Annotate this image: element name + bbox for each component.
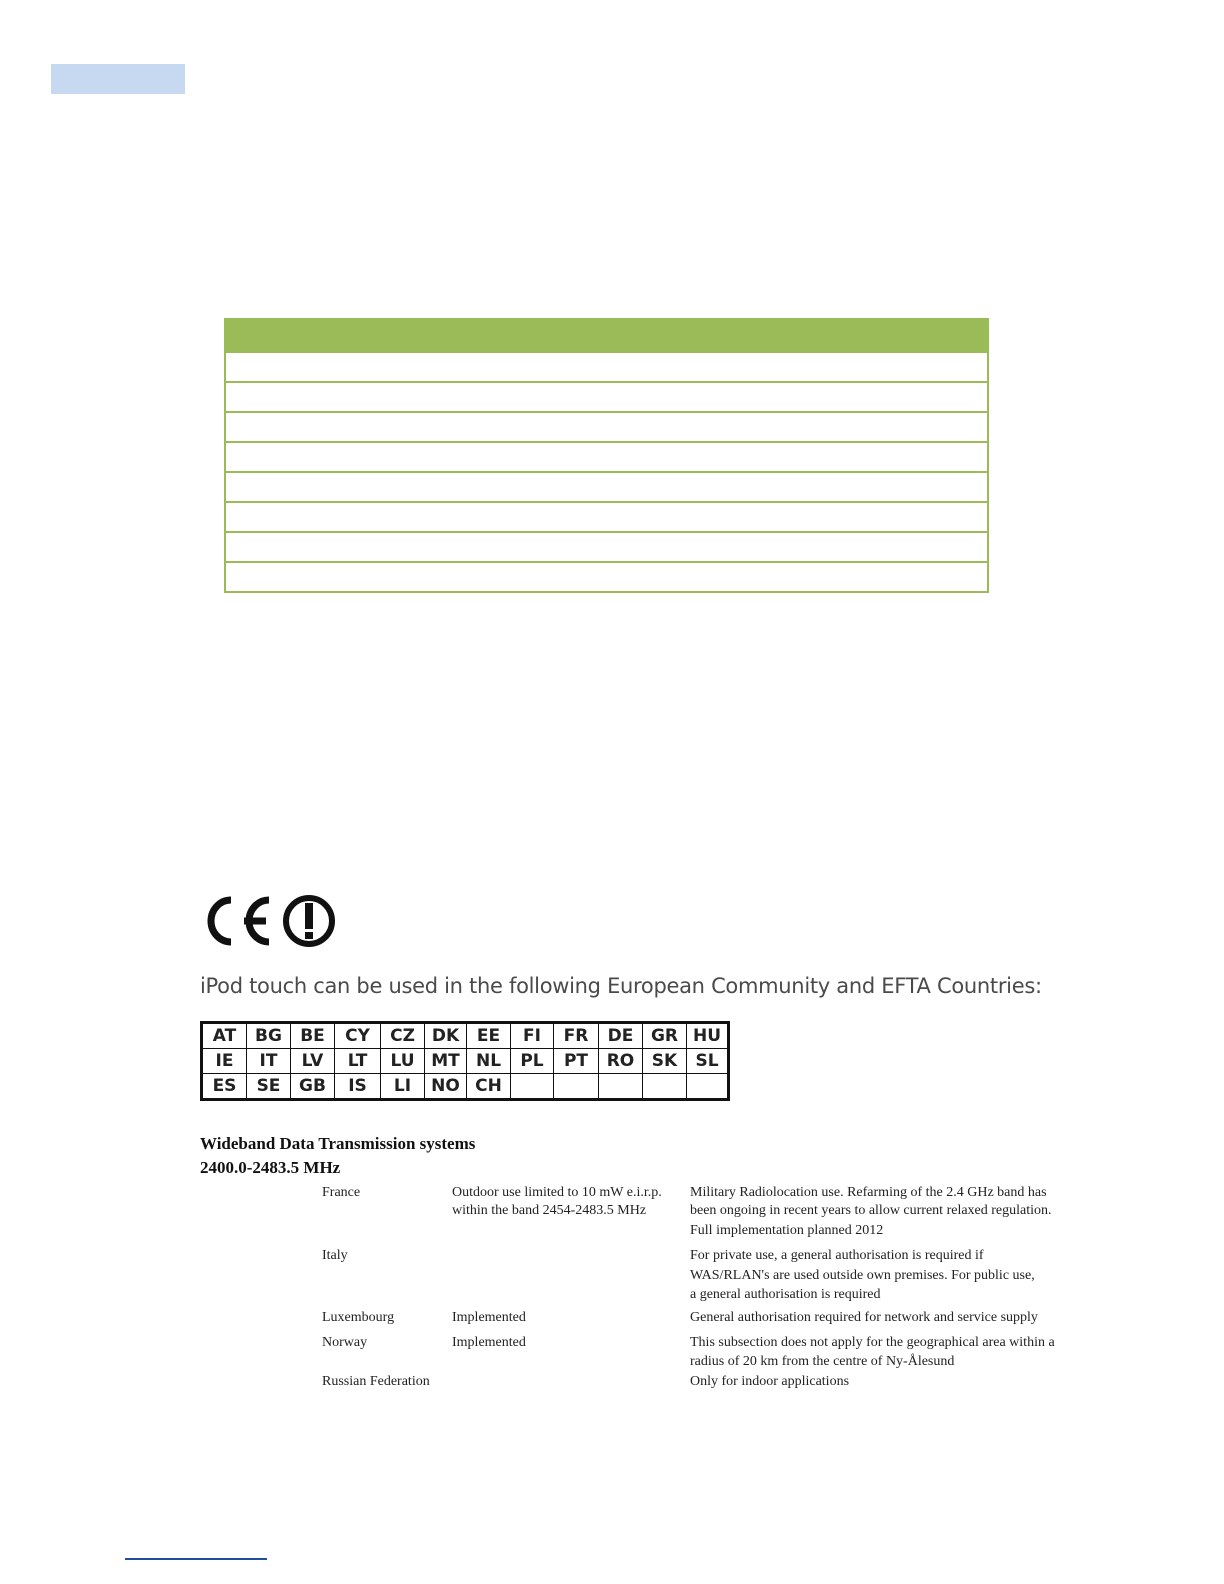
wideband-band: 2400.0-2483.5 MHz xyxy=(200,1158,341,1177)
country-cell: DE xyxy=(599,1023,643,1049)
spec-table-row xyxy=(226,351,987,381)
reg-note: radius of 20 km from the centre of Ny-Ålesund xyxy=(690,1354,955,1369)
reg-restriction: within the band 2454-2483.5 MHz xyxy=(452,1203,647,1218)
country-cell: GB xyxy=(291,1074,335,1100)
footer-link[interactable] xyxy=(125,1558,267,1560)
country-row xyxy=(202,1074,729,1100)
country-row xyxy=(202,1049,729,1074)
country-cell: LV xyxy=(291,1049,335,1074)
reg-country: Luxembourg xyxy=(322,1310,395,1325)
country-cell xyxy=(554,1074,599,1100)
reg-note: Military Radiolocation use. Refarming of the 2.4 GHz band has xyxy=(690,1185,1047,1200)
reg-note: been ongoing in recent years to allow current relaxed regulation. xyxy=(690,1203,1052,1218)
country-cell: IT xyxy=(247,1049,291,1074)
reg-country: Norway xyxy=(322,1335,368,1350)
country-cell: NO xyxy=(425,1074,467,1100)
spec-table-row xyxy=(226,501,987,531)
country-cell: HU xyxy=(687,1023,729,1049)
wideband-title: Wideband Data Transmission systems xyxy=(200,1134,476,1153)
country-cell xyxy=(643,1074,687,1100)
reg-note: This subsection does not apply for the geographical area within a xyxy=(690,1335,1055,1350)
reg-restriction: Outdoor use limited to 10 mW e.i.r.p. xyxy=(452,1185,662,1200)
country-cell: PT xyxy=(554,1049,599,1074)
country-cell: SE xyxy=(247,1074,291,1100)
spec-table-row xyxy=(226,471,987,501)
country-cell: BE xyxy=(291,1023,335,1049)
spec-table-header xyxy=(226,320,987,351)
country-cell: PL xyxy=(511,1049,554,1074)
spec-table-row xyxy=(226,561,987,591)
corner-tab xyxy=(51,64,185,94)
country-row xyxy=(202,1023,729,1049)
country-cell: LU xyxy=(381,1049,425,1074)
ce-mark-icon xyxy=(211,900,269,942)
country-cell: FR xyxy=(554,1023,599,1049)
spec-table-row xyxy=(226,381,987,411)
country-cell: DK xyxy=(425,1023,467,1049)
country-cell: GR xyxy=(643,1023,687,1049)
country-cell xyxy=(511,1074,554,1100)
reg-country: France xyxy=(322,1185,361,1200)
country-cell xyxy=(687,1074,729,1100)
spec-table-row xyxy=(226,441,987,471)
country-cell xyxy=(599,1074,643,1100)
country-cell: FI xyxy=(511,1023,554,1049)
reg-note: Only for indoor applications xyxy=(690,1374,850,1389)
country-cell: ES xyxy=(202,1074,247,1100)
alert-class2-icon xyxy=(286,898,332,944)
spec-table xyxy=(224,318,989,593)
reg-restriction: Implemented xyxy=(452,1335,526,1350)
country-cell: EE xyxy=(467,1023,511,1049)
country-cell: IE xyxy=(202,1049,247,1074)
ce-logo xyxy=(198,892,340,950)
country-cell: SK xyxy=(643,1049,687,1074)
country-cell: MT xyxy=(425,1049,467,1074)
country-cell: IS xyxy=(335,1074,381,1100)
reg-note: General authorisation required for network and service supply xyxy=(690,1310,1038,1325)
reg-country: Italy xyxy=(322,1248,348,1263)
country-cell: AT xyxy=(202,1023,247,1049)
reg-note: WAS/RLAN's are used outside own premises. For public use, xyxy=(690,1268,1035,1283)
country-cell: BG xyxy=(247,1023,291,1049)
reg-restriction: Implemented xyxy=(452,1310,526,1325)
spec-table-row xyxy=(226,411,987,441)
country-cell: CZ xyxy=(381,1023,425,1049)
reg-note: For private use, a general authorisation is required if xyxy=(690,1248,984,1263)
spec-table-row xyxy=(226,531,987,561)
country-table xyxy=(200,1021,730,1101)
reg-note: Full implementation planned 2012 xyxy=(690,1223,884,1238)
country-cell: SL xyxy=(687,1049,729,1074)
countries-intro: iPod touch can be used in the following European Community and EFTA Countries: xyxy=(200,974,1042,998)
country-cell: LT xyxy=(335,1049,381,1074)
country-cell: CY xyxy=(335,1023,381,1049)
reg-country: Russian Federation xyxy=(322,1374,430,1389)
country-cell: RO xyxy=(599,1049,643,1074)
country-cell: NL xyxy=(467,1049,511,1074)
reg-note: a general authorisation is required xyxy=(690,1287,881,1302)
country-cell: LI xyxy=(381,1074,425,1100)
country-cell: CH xyxy=(467,1074,511,1100)
